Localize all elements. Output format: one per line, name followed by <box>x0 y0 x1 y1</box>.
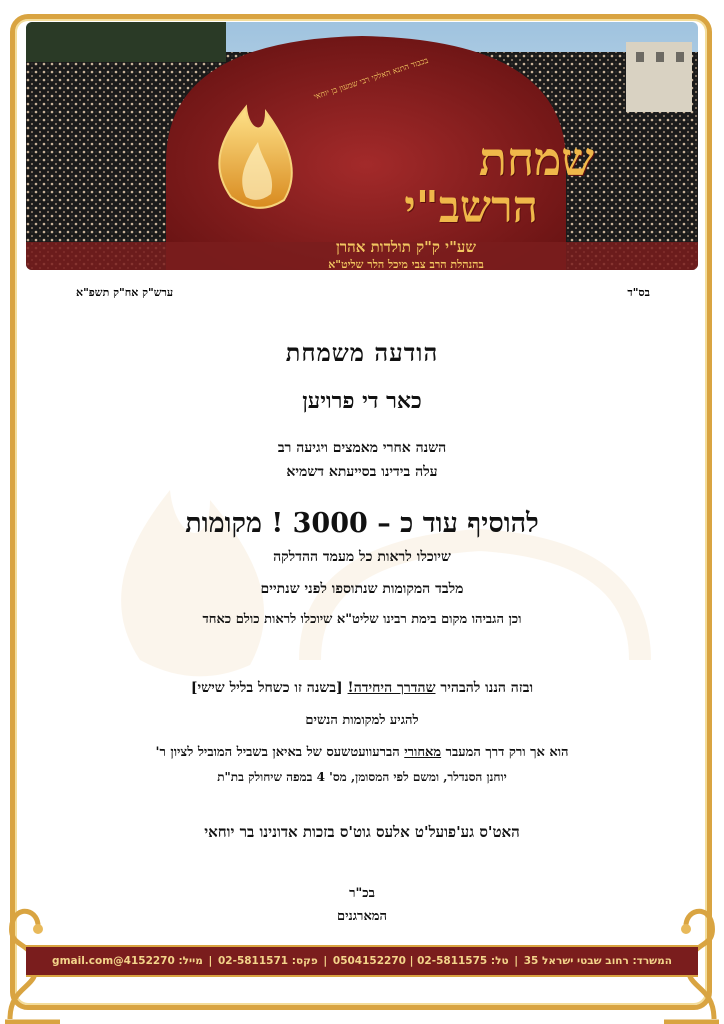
footer-phone: טל: 02-5811575 | 0504152270 <box>332 955 509 967</box>
body-line-4: מלבד המקומות שנתוספו לפני שנתיים <box>260 581 464 597</box>
body-line-5: וכן הגביהו מקום בימת רבינו שליט"א שיוכלו לראות כולם כאחד <box>202 612 522 627</box>
contact-footer: המשרד: רחוב שבטי ישראל 35 | טל: 02-5811575 | 0504152270 | פקס: 02-5811571 | מייל: 4152270@gmail.com <box>26 945 698 977</box>
logo-subtitle-2: בהנהלת הרב צבי מיכל הלר שליט"א <box>328 258 484 270</box>
body-line-2: עלה בידינו בסייעתא דשמיא <box>286 464 438 480</box>
body-line-1: השנה אחרי מאמצים ויגיעה רב <box>277 440 447 456</box>
header-bsd: בס"ד <box>627 286 650 299</box>
body-line-6 <box>40 680 684 697</box>
body-line-8 <box>40 744 684 760</box>
behind-emphasis: מאחורי <box>404 745 442 760</box>
crowd-photo <box>26 22 698 270</box>
logo-title-line1: שמחת <box>478 132 594 186</box>
body-line-8-b: הברעוועטשעס של באיאן בשביל המוביל לציון ר' <box>155 745 405 760</box>
notice-subtitle: כאר די פרויען <box>302 388 422 414</box>
signature-organizers: המארגנים <box>337 909 387 924</box>
closing-line: האט'ס גע'פועל'ט אלעס גוט'ס בזכות אדונינו בר יוחאי <box>204 823 520 841</box>
header-banner <box>26 22 698 270</box>
headline-3000-seats: להוסיף עוד כ – 3000 ! מקומות <box>185 508 539 539</box>
body-line-6-b: [בשנה זו כשחל בליל שישי] <box>190 680 348 696</box>
footer-office: המשרד: רחוב שבטי ישראל 35 <box>523 955 672 967</box>
notice-title: הודעה משמחת <box>285 338 439 367</box>
footer-fax: פקס: 02-5811571 <box>217 955 318 967</box>
logo-arc-text: בכבוד התנא האלקי רבי שמעון בן יוחאי <box>312 55 430 102</box>
header-date: ערש"ק אח"ק תשפ"א <box>76 286 174 299</box>
body-line-9: יוחנן הסנדלר, ומשם לפי המסומן, מס' 4 במפה שיחולק בת"ת <box>217 770 507 784</box>
body-line-6-a: ובזה הננו להבהיר <box>435 680 534 696</box>
footer-email: מייל: 4152270@gmail.com <box>52 955 203 967</box>
body-line-3: שיוכלו לראות כל מעמד ההדלקה <box>273 549 451 565</box>
body-line-7: להגיע למקומות הנשים <box>305 713 419 728</box>
only-way-emphasis: שהדרך היחידה! <box>347 680 436 696</box>
signature-line-1: בכ"ר <box>349 886 375 901</box>
body-line-8-a: הוא אך ורק דרך המעבר <box>441 745 569 760</box>
logo-title-line2: הרשב"י <box>404 182 538 233</box>
logo-subtitle: שע"י ק"ק תולדות אהרן <box>335 238 477 256</box>
